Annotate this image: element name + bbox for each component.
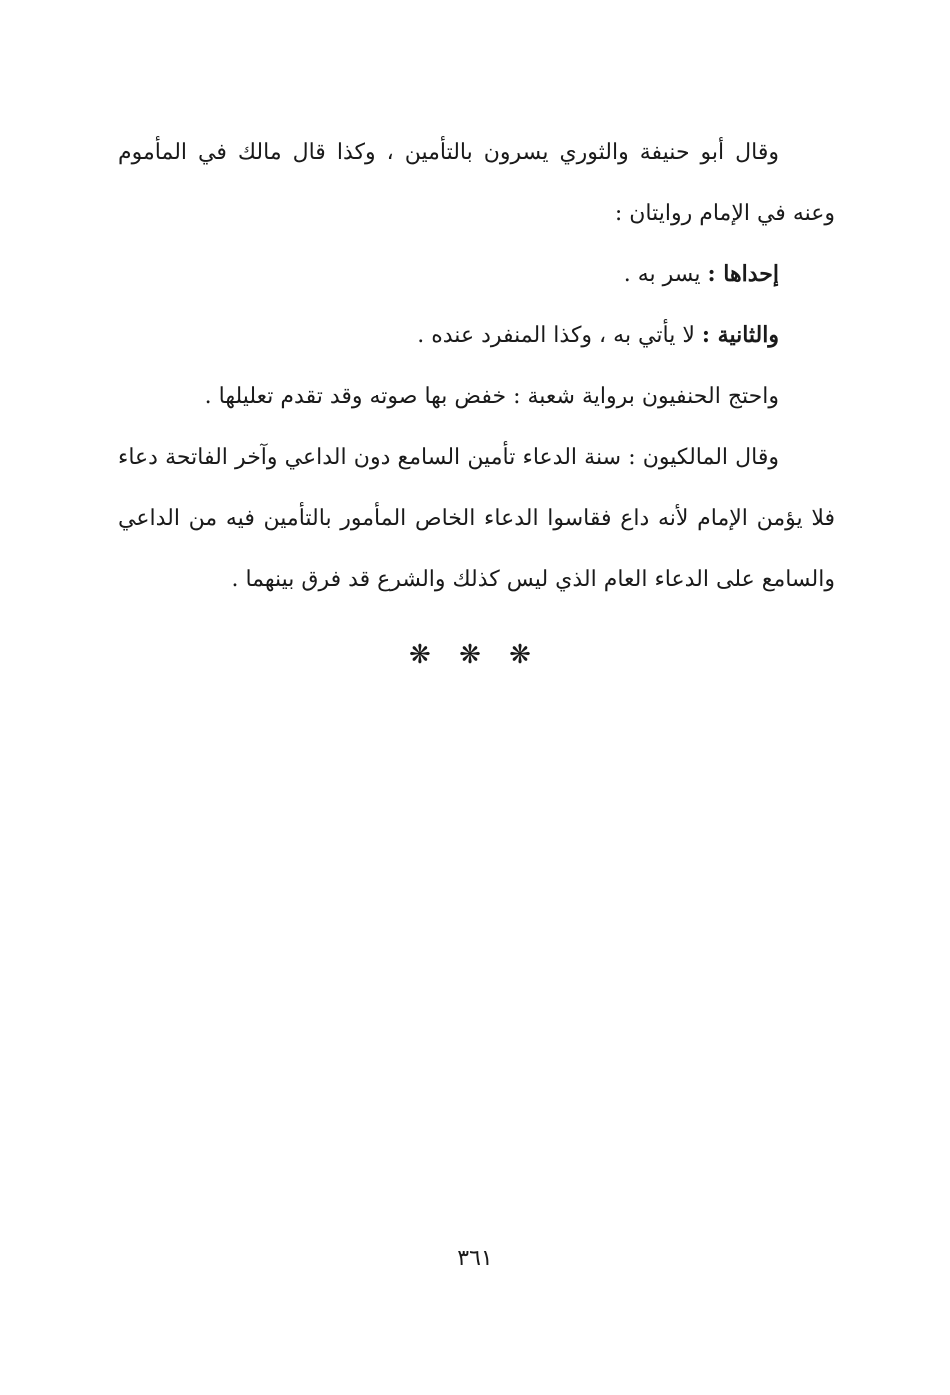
paragraph-5-text: وقال المالكيون : سنة الدعاء تأمين السامع دون الداعي وآخر الفاتحة دعاء فلا يؤمن الإمام لأنه داع فقاسوا الدعاء الخاص المأمور بالتأمين فيه من الداعي والسامع على الدعاء العام الذي ليس كذلك والشرع قد فرق بينهما . (118, 445, 835, 592)
page-number: ٣٦١ (457, 1246, 493, 1271)
paragraph-1-text: وقال أبو حنيفة والثوري يسرون بالتأمين ، وكذا قال مالك في المأموم وعنه في الإمام روايتان : (118, 140, 835, 226)
paragraph-2 (118, 244, 835, 305)
paragraph-3-lead: والثانية : (701, 322, 779, 348)
body-text (118, 122, 835, 610)
paragraph-3 (118, 305, 835, 366)
section-separator: ❋ ❋ ❋ (409, 640, 541, 670)
paragraph-1 (118, 122, 835, 244)
paragraph-5 (118, 427, 835, 610)
paragraph-3-text: لا يأتي به ، وكذا المنفرد عنده . (417, 323, 702, 348)
paragraph-4 (118, 366, 835, 427)
paragraph-2-text: يسر به . (623, 262, 708, 287)
paragraph-2-lead: إحداها : (707, 261, 779, 287)
paragraph-4-text: واحتج الحنفيون برواية شعبة : خفض بها صوته وقد تقدم تعليلها . (204, 384, 779, 409)
